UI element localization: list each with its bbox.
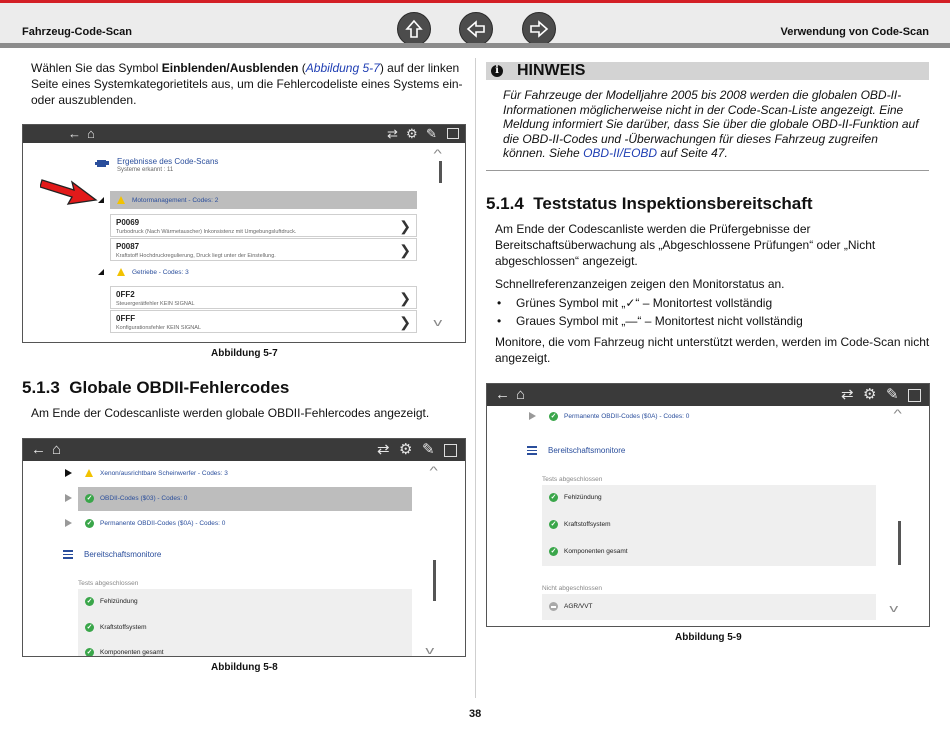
code-row[interactable] bbox=[110, 310, 417, 333]
category-motormanagement[interactable] bbox=[110, 191, 417, 209]
monitor-item: Fehlzündung bbox=[100, 598, 138, 605]
intro-bold: Einblenden/Ausblenden bbox=[161, 61, 299, 75]
screenshot-toolbar bbox=[23, 125, 465, 143]
section-number: 5.1.4 bbox=[486, 194, 524, 213]
dtc-code: 0FF2 bbox=[116, 290, 135, 299]
list-icon bbox=[527, 446, 537, 455]
warning-icon bbox=[117, 196, 125, 204]
home-icon: ⌂ bbox=[516, 386, 526, 403]
figure-5-8-screenshot bbox=[22, 438, 466, 657]
scrollbar[interactable] bbox=[439, 161, 442, 183]
section-5-1-3-text: Am Ende der Codescanliste werden globale OBDII-Fehlercodes angezeigt. bbox=[31, 406, 430, 420]
scan-results-title: Ergebnisse des Code-Scans bbox=[117, 157, 219, 166]
swap-icon: ⇄ bbox=[377, 441, 390, 458]
monitor-item: Komponenten gesamt bbox=[100, 649, 164, 656]
figure-caption: Abbildung 5-9 bbox=[675, 632, 742, 643]
info-icon: i bbox=[491, 65, 503, 77]
collapse-toggle-icon[interactable] bbox=[98, 197, 104, 203]
check-icon: ✓ bbox=[86, 520, 93, 527]
figure-link[interactable]: Abbildung 5-7 bbox=[305, 61, 380, 75]
back-arrow-icon: ← bbox=[68, 126, 81, 141]
check-icon: ✓ bbox=[550, 521, 557, 528]
section-title: Teststatus Inspektionsbereitschaft bbox=[533, 194, 813, 213]
check-icon: ✓ bbox=[86, 649, 93, 656]
scroll-down-icon[interactable]: v bbox=[889, 603, 899, 615]
dtc-description: Steuergerätfehler KEIN SIGNAL bbox=[116, 301, 195, 307]
scroll-down-icon[interactable]: v bbox=[433, 317, 443, 329]
chevron-right-icon: ❯ bbox=[399, 314, 411, 330]
readiness-monitors-heading: Bereitschaftsmonitore bbox=[548, 446, 626, 455]
tools-icon: ✎ bbox=[426, 126, 437, 141]
not-completed-label: Nicht abgeschlossen bbox=[542, 585, 602, 592]
section-title: Globale OBDII-Fehlercodes bbox=[69, 378, 290, 397]
home-up-button[interactable] bbox=[397, 12, 431, 46]
vehicle-icon: ⚙ bbox=[399, 441, 413, 458]
back-arrow-icon: ← bbox=[31, 441, 46, 458]
figure-caption: Abbildung 5-8 bbox=[211, 662, 278, 673]
section-5-1-4-paragraph-2: Schnellreferenzanzeigen zeigen den Monitorstatus an. bbox=[495, 277, 785, 291]
intro-text-2: ( bbox=[298, 61, 306, 75]
arrow-left-icon bbox=[465, 18, 487, 40]
page-header bbox=[0, 3, 950, 43]
bullet-item: • Grünes Symbol mit „✓“ – Monitortest vollständig bbox=[497, 294, 927, 312]
engine-icon bbox=[95, 158, 109, 168]
warning-icon bbox=[85, 469, 93, 477]
page-number: 38 bbox=[469, 708, 482, 720]
header-left-title: Fahrzeug-Code-Scan bbox=[22, 26, 133, 38]
header-rule bbox=[0, 43, 950, 48]
category-getriebe[interactable]: Getriebe - Codes: 3 bbox=[132, 269, 189, 276]
note-tail: auf Seite 47. bbox=[657, 146, 728, 160]
category-obdii-codes[interactable] bbox=[78, 487, 412, 511]
note-body bbox=[503, 88, 923, 161]
figure-5-9-screenshot bbox=[486, 383, 930, 627]
home-icon: ⌂ bbox=[52, 441, 62, 458]
back-button[interactable] bbox=[459, 12, 493, 46]
monitor-item: AGR/VVT bbox=[564, 603, 593, 610]
obd-link[interactable]: OBD-II/EOBD bbox=[583, 146, 658, 160]
code-row[interactable] bbox=[110, 286, 417, 309]
home-up-icon bbox=[403, 18, 425, 40]
figure-5-7-screenshot bbox=[22, 124, 466, 343]
note-rule bbox=[486, 170, 929, 171]
swap-icon: ⇄ bbox=[841, 386, 854, 403]
section-5-1-4-paragraph-3: Monitore, die vom Fahrzeug nicht unterstützt werden, werden im Code-Scan nicht angezeigt. bbox=[495, 335, 930, 365]
category-label: Motormanagement - Codes: 2 bbox=[132, 197, 219, 204]
category-label: OBDII-Codes ($03) - Codes: 0 bbox=[100, 495, 188, 502]
vehicle-icon: ⚙ bbox=[863, 386, 877, 403]
scroll-up-icon[interactable]: ^ bbox=[433, 148, 442, 160]
warning-icon bbox=[117, 268, 125, 276]
dtc-code: P0087 bbox=[116, 242, 140, 251]
expand-toggle-icon[interactable] bbox=[65, 519, 72, 527]
section-number: 5.1.3 bbox=[22, 378, 60, 397]
scrollbar[interactable] bbox=[898, 521, 901, 565]
dtc-code: P0069 bbox=[116, 218, 140, 227]
intro-paragraph bbox=[31, 60, 463, 108]
category-permanent-obdii[interactable]: Permanente OBDII-Codes ($0A) - Codes: 0 bbox=[100, 520, 226, 527]
monitor-item: Komponenten gesamt bbox=[564, 548, 628, 555]
note-text: Für Fahrzeuge der Modelljahre 2005 bis 2008 werden die globalen OBD-II-Informationen möglicherweise nicht in der Code-Scan-Liste angezeigt. Eine Meldung informiert Sie darüber, dass Sie über die globale OBD-II-Funktion auf die OBD-II-Codes und -Überwachungen für dieses Fahrzeug zugreifen können. Siehe bbox=[503, 88, 919, 160]
completed-tests-list bbox=[542, 485, 876, 566]
forward-button[interactable] bbox=[522, 12, 556, 46]
dtc-description: Konfigurationsfehler KEIN SIGNAL bbox=[116, 325, 201, 331]
screenshot-toolbar bbox=[487, 384, 929, 406]
completed-tests-list bbox=[78, 589, 412, 656]
swap-icon: ⇄ bbox=[387, 126, 398, 141]
column-divider bbox=[475, 58, 476, 698]
note-header bbox=[486, 62, 929, 80]
check-icon: ✓ bbox=[86, 624, 93, 631]
save-icon bbox=[908, 389, 921, 402]
chevron-right-icon: ❯ bbox=[399, 242, 411, 258]
scroll-up-icon[interactable]: ^ bbox=[429, 465, 438, 477]
back-arrow-icon: ← bbox=[495, 386, 510, 403]
code-row[interactable] bbox=[110, 238, 417, 261]
intro-text-3: ) auf der linken Seite eines Systemkategorietitels aus, um die Fehlercodeliste eines Systems ein- oder auszublenden. bbox=[31, 61, 463, 107]
section-heading-5-1-3 bbox=[22, 378, 289, 398]
category-permanent-obdii[interactable]: Permanente OBDII-Codes ($0A) - Codes: 0 bbox=[564, 413, 690, 420]
check-icon: ✓ bbox=[550, 548, 557, 555]
scroll-down-icon[interactable]: v bbox=[425, 645, 435, 657]
systems-detected: Systeme erkannt : 11 bbox=[117, 167, 174, 173]
arrow-right-icon bbox=[528, 18, 550, 40]
expand-toggle-icon[interactable] bbox=[529, 412, 536, 420]
check-icon: ✓ bbox=[86, 598, 93, 605]
monitor-item: Fehlzündung bbox=[564, 494, 602, 501]
tools-icon: ✎ bbox=[886, 386, 899, 403]
chevron-right-icon: ❯ bbox=[399, 290, 411, 306]
tests-completed-label: Tests abgeschlossen bbox=[542, 476, 603, 483]
expand-toggle-icon[interactable] bbox=[65, 469, 72, 477]
code-row[interactable] bbox=[110, 214, 417, 237]
list-icon bbox=[63, 550, 73, 559]
monitor-item: Kraftstoffsystem bbox=[564, 521, 611, 528]
readiness-monitors-heading: Bereitschaftsmonitore bbox=[84, 550, 162, 559]
screenshot-toolbar bbox=[23, 439, 465, 461]
save-icon bbox=[444, 444, 457, 457]
status-bullet-list bbox=[497, 294, 927, 330]
bullet-item: • Graues Symbol mit „—“ – Monitortest nicht vollständig bbox=[497, 312, 927, 330]
chevron-right-icon: ❯ bbox=[399, 218, 411, 234]
monitor-item: Kraftstoffsystem bbox=[100, 624, 147, 631]
collapse-toggle-icon[interactable] bbox=[98, 269, 104, 275]
dtc-description: Kraftstoff Hochdruckregulierung, Druck liegt unter der Einstellung. bbox=[116, 253, 276, 259]
callout-arrow-icon bbox=[40, 170, 98, 206]
not-completed-tests-list bbox=[542, 594, 876, 620]
expand-toggle-icon[interactable] bbox=[65, 494, 72, 502]
header-right-title: Verwendung von Code-Scan bbox=[780, 26, 929, 38]
intro-text: Wählen Sie das Symbol bbox=[31, 61, 162, 75]
vehicle-icon: ⚙ bbox=[406, 126, 418, 141]
check-icon: ✓ bbox=[86, 495, 93, 502]
note-title: HINWEIS bbox=[517, 62, 586, 79]
scroll-up-icon[interactable]: ^ bbox=[893, 408, 902, 420]
category-xenon[interactable]: Xenon/ausrichtbare Scheinwerfer - Codes: 3 bbox=[100, 470, 228, 477]
scrollbar[interactable] bbox=[433, 560, 436, 601]
dtc-code: 0FFF bbox=[116, 314, 136, 323]
check-icon: ✓ bbox=[550, 494, 557, 501]
tests-completed-label: Tests abgeschlossen bbox=[78, 580, 139, 587]
home-icon: ⌂ bbox=[87, 126, 95, 141]
section-heading-5-1-4 bbox=[486, 194, 813, 214]
tools-icon: ✎ bbox=[422, 441, 435, 458]
section-5-1-4-paragraph-1: Am Ende der Codescanliste werden die Prüfergebnisse der Bereitschaftsüberwachung als „Abgeschlossene Prüfungen“ oder „Nicht abgeschlossen“ angezeigt. bbox=[495, 222, 876, 268]
figure-caption: Abbildung 5-7 bbox=[211, 348, 278, 359]
dash-icon bbox=[549, 602, 558, 611]
check-icon: ✓ bbox=[550, 413, 557, 420]
save-icon bbox=[447, 128, 459, 139]
dtc-description: Turbodruck (Nach Wärmetauscher) Inkonsistenz mit Umgebungsluftdruck. bbox=[116, 229, 297, 235]
